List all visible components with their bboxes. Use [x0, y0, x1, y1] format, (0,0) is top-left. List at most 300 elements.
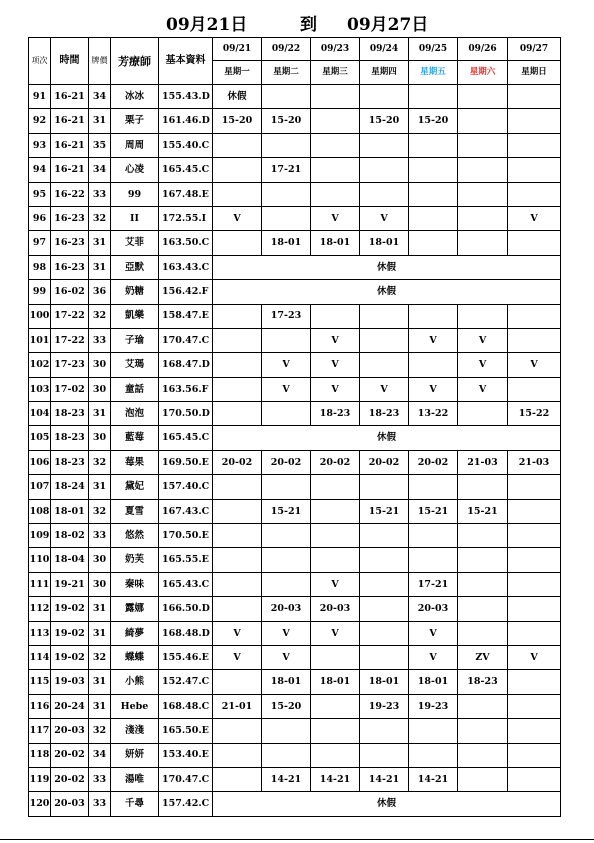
schedule-cell	[508, 524, 561, 548]
table-row	[29, 743, 561, 767]
schedule-cell	[508, 475, 561, 499]
row-basic-info: 170.50.D	[159, 402, 213, 426]
schedule-cell: 18-01	[409, 670, 458, 694]
schedule-cell: V	[508, 353, 561, 377]
schedule-cell	[360, 548, 409, 572]
row-index: 92	[29, 109, 51, 133]
schedule-cell	[458, 206, 508, 230]
row-therapist-name: 蝶蝶	[111, 645, 159, 669]
table-row	[29, 694, 561, 718]
row-time: 16-21	[51, 109, 89, 133]
table-row	[29, 426, 561, 450]
schedule-cell	[262, 743, 311, 767]
schedule-cell	[311, 499, 360, 523]
schedule-cell	[213, 475, 262, 499]
row-basic-info: 170.47.C	[159, 328, 213, 352]
schedule-cell: 14-21	[311, 767, 360, 791]
schedule-cell	[458, 767, 508, 791]
schedule-cell: V	[508, 645, 561, 669]
row-basic-info: 156.42.F	[159, 280, 213, 304]
schedule-title	[0, 10, 594, 34]
row-price: 31	[89, 255, 111, 279]
header-index: 项次	[29, 38, 51, 85]
schedule-cell	[508, 694, 561, 718]
header-date: 09/25	[409, 38, 458, 61]
row-index: 119	[29, 767, 51, 791]
row-therapist-name: 栗子	[111, 109, 159, 133]
header-date: 09/21	[213, 38, 262, 61]
schedule-cell: ZV	[458, 645, 508, 669]
row-price: 31	[89, 597, 111, 621]
schedule-cell	[262, 182, 311, 206]
schedule-cell: 19-23	[360, 694, 409, 718]
row-time: 18-01	[51, 499, 89, 523]
row-index: 116	[29, 694, 51, 718]
header-therapist: 芳療師	[111, 38, 159, 85]
row-index: 101	[29, 328, 51, 352]
schedule-cell: V	[262, 645, 311, 669]
schedule-cell	[213, 182, 262, 206]
schedule-cell: V	[262, 621, 311, 645]
schedule-cell	[311, 304, 360, 328]
header-weekday: 星期日	[508, 61, 561, 85]
schedule-cell	[311, 158, 360, 182]
schedule-cell	[311, 548, 360, 572]
table-row	[29, 158, 561, 182]
schedule-cell	[213, 597, 262, 621]
row-therapist-name: 莓果	[111, 450, 159, 474]
schedule-cell	[409, 548, 458, 572]
row-basic-info: 157.42.C	[159, 792, 213, 816]
table-row	[29, 572, 561, 596]
header-date: 09/26	[458, 38, 508, 61]
row-time: 16-02	[51, 280, 89, 304]
schedule-cell: V	[508, 206, 561, 230]
schedule-cell: V	[311, 328, 360, 352]
schedule-cell	[213, 767, 262, 791]
schedule-cell: 18-23	[360, 402, 409, 426]
header-date: 09/23	[311, 38, 360, 61]
schedule-cell	[360, 182, 409, 206]
row-therapist-name: 小熊	[111, 670, 159, 694]
schedule-cell	[508, 621, 561, 645]
table-row	[29, 475, 561, 499]
row-index: 105	[29, 426, 51, 450]
schedule-cell	[508, 231, 561, 255]
header-date: 09/22	[262, 38, 311, 61]
schedule-cell: 18-23	[311, 402, 360, 426]
row-price: 34	[89, 743, 111, 767]
row-price: 31	[89, 670, 111, 694]
row-index: 98	[29, 255, 51, 279]
row-therapist-name: 奶芙	[111, 548, 159, 572]
row-price: 32	[89, 645, 111, 669]
row-time: 19-02	[51, 645, 89, 669]
title-to: 到	[300, 15, 317, 35]
schedule-cell	[458, 402, 508, 426]
schedule-cell	[458, 109, 508, 133]
row-therapist-name: 露娜	[111, 597, 159, 621]
schedule-cell	[311, 182, 360, 206]
schedule-cell: V	[311, 206, 360, 230]
row-time: 17-22	[51, 304, 89, 328]
schedule-cell	[262, 85, 311, 109]
row-time: 20-03	[51, 792, 89, 816]
row-time: 17-22	[51, 328, 89, 352]
schedule-cell	[360, 743, 409, 767]
page-bottom-rule	[0, 839, 594, 840]
row-basic-info: 165.50.E	[159, 719, 213, 743]
row-price: 30	[89, 572, 111, 596]
row-index: 109	[29, 524, 51, 548]
row-basic-info: 152.47.C	[159, 670, 213, 694]
schedule-cell: 18-01	[311, 231, 360, 255]
row-basic-info: 168.47.D	[159, 353, 213, 377]
table-row	[29, 621, 561, 645]
row-therapist-name: 冰冰	[111, 85, 159, 109]
table-row	[29, 328, 561, 352]
schedule-cell: V	[213, 621, 262, 645]
table-row	[29, 133, 561, 157]
schedule-cell	[508, 743, 561, 767]
row-basic-info: 165.45.C	[159, 426, 213, 450]
schedule-cell: 15-21	[409, 499, 458, 523]
row-price: 31	[89, 621, 111, 645]
row-basic-info: 163.56.F	[159, 377, 213, 401]
schedule-cell	[311, 524, 360, 548]
schedule-cell: 15-20	[360, 109, 409, 133]
schedule-cell	[508, 572, 561, 596]
schedule-cell	[458, 694, 508, 718]
schedule-cell	[360, 328, 409, 352]
row-therapist-name: 童話	[111, 377, 159, 401]
table-row	[29, 304, 561, 328]
schedule-cell	[458, 304, 508, 328]
schedule-cell	[508, 670, 561, 694]
schedule-cell	[213, 328, 262, 352]
schedule-cell	[262, 475, 311, 499]
table-row	[29, 109, 561, 133]
row-price: 31	[89, 109, 111, 133]
schedule-cell	[262, 524, 311, 548]
schedule-cell	[262, 548, 311, 572]
row-basic-info: 168.48.C	[159, 694, 213, 718]
schedule-cell	[360, 475, 409, 499]
row-price: 32	[89, 450, 111, 474]
schedule-cell: 15-20	[213, 109, 262, 133]
schedule-cell	[458, 475, 508, 499]
row-index: 107	[29, 475, 51, 499]
schedule-cell	[213, 353, 262, 377]
schedule-cell	[458, 572, 508, 596]
schedule-cell: 17-23	[262, 304, 311, 328]
row-index: 108	[29, 499, 51, 523]
row-therapist-name: 艾瑪	[111, 353, 159, 377]
row-basic-info: 155.43.D	[159, 85, 213, 109]
schedule-cell	[213, 304, 262, 328]
schedule-cell: 18-01	[262, 231, 311, 255]
table-row	[29, 670, 561, 694]
schedule-cell	[213, 572, 262, 596]
schedule-cell	[508, 548, 561, 572]
row-time: 19-03	[51, 670, 89, 694]
row-therapist-name: 妍妍	[111, 743, 159, 767]
schedule-cell: V	[409, 328, 458, 352]
row-time: 20-24	[51, 694, 89, 718]
row-therapist-name: 湯唯	[111, 767, 159, 791]
schedule-cell: 14-21	[360, 767, 409, 791]
row-price: 35	[89, 133, 111, 157]
row-basic-info: 169.50.E	[159, 450, 213, 474]
row-time: 18-02	[51, 524, 89, 548]
row-price: 34	[89, 158, 111, 182]
row-time: 18-24	[51, 475, 89, 499]
schedule-cell: 15-20	[409, 109, 458, 133]
row-rest-notice: 休假	[213, 426, 561, 450]
row-basic-info: 158.47.E	[159, 304, 213, 328]
schedule-cell	[360, 353, 409, 377]
row-price: 31	[89, 231, 111, 255]
header-info: 基本資料	[159, 38, 213, 85]
table-row	[29, 499, 561, 523]
schedule-cell	[213, 743, 262, 767]
row-price: 36	[89, 280, 111, 304]
header-time: 時間	[51, 38, 89, 85]
row-price: 31	[89, 475, 111, 499]
schedule-cell	[508, 377, 561, 401]
row-price: 33	[89, 792, 111, 816]
schedule-cell	[409, 719, 458, 743]
schedule-cell: 15-20	[262, 109, 311, 133]
schedule-cell: 20-02	[213, 450, 262, 474]
schedule-cell: 18-01	[311, 670, 360, 694]
row-therapist-name: 千尋	[111, 792, 159, 816]
schedule-cell	[458, 743, 508, 767]
schedule-cell: V	[311, 377, 360, 401]
row-rest-notice: 休假	[213, 792, 561, 816]
schedule-cell: 15-21	[458, 499, 508, 523]
row-basic-info: 170.50.E	[159, 524, 213, 548]
schedule-cell: 19-23	[409, 694, 458, 718]
schedule-cell	[360, 645, 409, 669]
header-price: 牌價	[89, 38, 111, 85]
row-index: 91	[29, 85, 51, 109]
row-therapist-name: 泡泡	[111, 402, 159, 426]
schedule-cell: V	[262, 377, 311, 401]
schedule-cell	[311, 109, 360, 133]
schedule-cell	[213, 402, 262, 426]
schedule-cell	[262, 133, 311, 157]
row-therapist-name: 黛妃	[111, 475, 159, 499]
row-time: 18-23	[51, 426, 89, 450]
schedule-cell	[458, 548, 508, 572]
row-index: 111	[29, 572, 51, 596]
schedule-cell: V	[311, 572, 360, 596]
schedule-cell: V	[409, 377, 458, 401]
schedule-cell	[262, 402, 311, 426]
schedule-cell	[213, 158, 262, 182]
row-index: 97	[29, 231, 51, 255]
header-weekday: 星期一	[213, 61, 262, 85]
row-index: 95	[29, 182, 51, 206]
row-time: 18-04	[51, 548, 89, 572]
title-start-date: 09月21日	[166, 15, 248, 35]
schedule-cell: 14-21	[409, 767, 458, 791]
row-therapist-name: 秦味	[111, 572, 159, 596]
row-time: 20-02	[51, 743, 89, 767]
schedule-cell: V	[262, 353, 311, 377]
row-time: 16-21	[51, 158, 89, 182]
row-basic-info: 168.48.D	[159, 621, 213, 645]
table-row	[29, 548, 561, 572]
row-price: 32	[89, 499, 111, 523]
row-time: 17-23	[51, 353, 89, 377]
schedule-cell	[409, 85, 458, 109]
row-time: 16-23	[51, 206, 89, 230]
schedule-cell: 20-02	[360, 450, 409, 474]
table-row	[29, 377, 561, 401]
row-therapist-name: 綺夢	[111, 621, 159, 645]
schedule-cell: 18-01	[262, 670, 311, 694]
schedule-cell: 20-03	[311, 597, 360, 621]
schedule-cell: 14-21	[262, 767, 311, 791]
schedule-cell	[409, 158, 458, 182]
schedule-cell	[213, 133, 262, 157]
schedule-cell	[360, 524, 409, 548]
row-basic-info: 153.40.E	[159, 743, 213, 767]
schedule-cell	[409, 231, 458, 255]
schedule-cell: 20-02	[409, 450, 458, 474]
table-row	[29, 206, 561, 230]
schedule-cell	[360, 158, 409, 182]
row-price: 33	[89, 524, 111, 548]
schedule-cell	[360, 621, 409, 645]
row-basic-info: 155.46.E	[159, 645, 213, 669]
row-therapist-name: 奶糖	[111, 280, 159, 304]
row-basic-info: 161.46.D	[159, 109, 213, 133]
row-therapist-name: 藍莓	[111, 426, 159, 450]
row-time: 17-02	[51, 377, 89, 401]
schedule-cell: 17-21	[262, 158, 311, 182]
row-index: 100	[29, 304, 51, 328]
schedule-cell	[508, 182, 561, 206]
row-index: 117	[29, 719, 51, 743]
schedule-cell: V	[458, 353, 508, 377]
row-therapist-name: 子瑜	[111, 328, 159, 352]
schedule-cell	[360, 719, 409, 743]
header-row-dates	[29, 38, 561, 61]
schedule-cell	[458, 133, 508, 157]
schedule-cell	[213, 499, 262, 523]
row-price: 33	[89, 767, 111, 791]
schedule-cell	[508, 109, 561, 133]
header-date: 09/27	[508, 38, 561, 61]
schedule-cell	[311, 475, 360, 499]
schedule-cell: 15-21	[360, 499, 409, 523]
row-index: 113	[29, 621, 51, 645]
schedule-cell	[409, 133, 458, 157]
row-rest-notice: 休假	[213, 255, 561, 279]
schedule-cell: 20-03	[409, 597, 458, 621]
schedule-cell: 15-21	[262, 499, 311, 523]
schedule-cell	[360, 85, 409, 109]
row-therapist-name: 凱樂	[111, 304, 159, 328]
schedule-cell: 20-02	[262, 450, 311, 474]
schedule-cell	[311, 645, 360, 669]
row-price: 30	[89, 426, 111, 450]
schedule-cell	[262, 206, 311, 230]
row-therapist-name: 周周	[111, 133, 159, 157]
row-basic-info: 163.43.C	[159, 255, 213, 279]
schedule-cell	[508, 328, 561, 352]
schedule-cell	[458, 231, 508, 255]
schedule-cell	[458, 621, 508, 645]
schedule-cell: 18-01	[360, 231, 409, 255]
schedule-cell	[311, 133, 360, 157]
schedule-cell	[213, 524, 262, 548]
schedule-cell: 13-22	[409, 402, 458, 426]
row-therapist-name: Hebe	[111, 694, 159, 718]
row-index: 93	[29, 133, 51, 157]
row-basic-info: 172.55.I	[159, 206, 213, 230]
row-time: 19-21	[51, 572, 89, 596]
schedule-cell	[213, 719, 262, 743]
table-row	[29, 231, 561, 255]
schedule-cell: V	[409, 645, 458, 669]
schedule-cell	[311, 85, 360, 109]
table-row	[29, 255, 561, 279]
schedule-cell: V	[213, 645, 262, 669]
row-price: 30	[89, 377, 111, 401]
schedule-cell	[360, 304, 409, 328]
schedule-cell	[508, 85, 561, 109]
table-row	[29, 767, 561, 791]
schedule-cell: V	[458, 328, 508, 352]
schedule-cell	[409, 524, 458, 548]
header-weekday: 星期二	[262, 61, 311, 85]
row-price: 31	[89, 694, 111, 718]
schedule-cell: 21-03	[458, 450, 508, 474]
table-row	[29, 597, 561, 621]
row-basic-info: 167.43.C	[159, 499, 213, 523]
row-time: 16-21	[51, 85, 89, 109]
schedule-cell: V	[311, 353, 360, 377]
table-row	[29, 280, 561, 304]
schedule-table	[28, 37, 561, 817]
schedule-cell: 21-03	[508, 450, 561, 474]
table-row	[29, 719, 561, 743]
row-price: 34	[89, 85, 111, 109]
schedule-cell	[508, 304, 561, 328]
row-index: 99	[29, 280, 51, 304]
schedule-cell	[409, 353, 458, 377]
schedule-cell	[262, 328, 311, 352]
row-therapist-name: 淺淺	[111, 719, 159, 743]
schedule-cell	[508, 597, 561, 621]
schedule-cell: V	[458, 377, 508, 401]
header-weekday-saturday: 星期六	[458, 61, 508, 85]
row-basic-info: 167.48.E	[159, 182, 213, 206]
schedule-cell: 21-01	[213, 694, 262, 718]
row-basic-info: 165.45.C	[159, 158, 213, 182]
table-row	[29, 402, 561, 426]
row-price: 30	[89, 548, 111, 572]
schedule-cell	[458, 597, 508, 621]
row-index: 94	[29, 158, 51, 182]
schedule-cell	[508, 767, 561, 791]
schedule-cell: 18-23	[458, 670, 508, 694]
row-basic-info: 165.55.E	[159, 548, 213, 572]
